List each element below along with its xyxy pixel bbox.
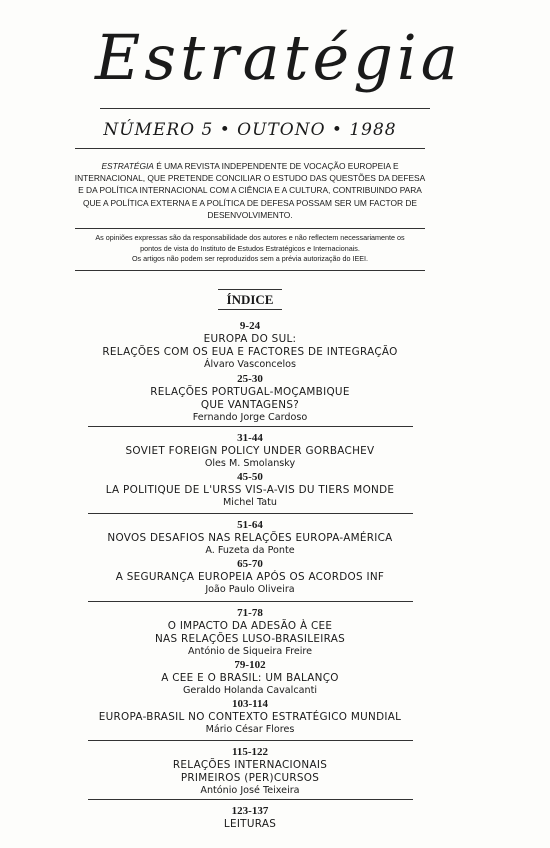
toc-title: LEITURAS (223, 818, 277, 830)
toc-author: Mário César Flores (205, 723, 295, 735)
issue-line: NÚMERO 5 • OUTONO • 1988 (103, 120, 397, 140)
group-divider (88, 799, 413, 800)
toc-pages: 79-102 (234, 659, 266, 671)
toc-title: QUE VANTAGENS? (200, 398, 300, 411)
index-rule-top (218, 289, 282, 290)
toc-entry (80, 698, 420, 736)
toc-entry (80, 805, 420, 831)
toc-author: António de Siqueira Freire (187, 645, 313, 657)
toc-entry (80, 373, 420, 424)
toc-entry (80, 607, 420, 658)
toc-entry (80, 519, 420, 557)
disclaimer-line: pontos de vista do Instituto de Estudos Estratégicos e Internacionais. (140, 243, 360, 253)
toc-title: O IMPACTO DA ADESÃO À CEE (167, 620, 333, 632)
group-divider (88, 513, 413, 514)
toc-title: NAS RELAÇÕES LUSO-BRASILEIRAS (154, 632, 346, 645)
group-divider (88, 601, 413, 602)
toc-pages: 65-70 (237, 558, 263, 570)
mission-rule (75, 228, 425, 229)
toc-title: EUROPA-BRASIL NO CONTEXTO ESTRATÉGICO MUNDIAL (98, 711, 402, 723)
toc-author: A. Fuzeta da Ponte (205, 544, 295, 556)
toc-author: Fernando Jorge Cardoso (192, 411, 308, 423)
masthead-rule (100, 108, 430, 109)
toc-title: A SEGURANÇA EUROPEIA APÓS OS ACORDOS INF (115, 571, 385, 583)
toc-title: RELAÇÕES COM OS EUA E FACTORES DE INTEGRAÇÃO (102, 345, 398, 358)
mission-journal-name: ESTRATÉGIA (101, 161, 154, 171)
masthead-logo: Estratégia (95, 21, 462, 94)
toc-pages: 103-114 (231, 698, 269, 710)
toc-pages: 31-44 (237, 432, 263, 444)
toc-entry (80, 558, 420, 596)
toc-author: António José Teixeira (200, 784, 300, 796)
toc-author: Álvaro Vasconcelos (203, 358, 297, 370)
disclaimer (74, 233, 426, 265)
toc-author: Geraldo Holanda Cavalcanti (182, 684, 318, 696)
group-divider (88, 740, 413, 741)
toc-title: NOVOS DESAFIOS NAS RELAÇÕES EUROPA-AMÉRICA (107, 532, 393, 544)
mission-text: É UMA REVISTA INDEPENDENTE DE VOCAÇÃO EUROPEIA E INTERNACIONAL, QUE PRETENDE CONCILIAR O ESTUDO DAS QUESTÕES DA DEFESA E DA POLÍTICA INTERNACIONAL COM A CIÊNCIA E A CULTURA, CONTRIBUINDO PARA QUE A POLÍTICA EXTERNA E A POLÍTICA DE DEFESA POSSAM SER UM FACTOR DE DESENVOLVIMENTO. (74, 161, 426, 220)
toc-title: RELAÇÕES PORTUGAL-MOÇAMBIQUE (150, 386, 350, 398)
index-title: ÍNDICE (226, 292, 274, 307)
issue-rule (75, 148, 425, 149)
disclaimer-line: As opiniões expressas são da responsabilidade dos autores e não reflectem necessariamente os (95, 233, 405, 242)
toc-pages: 115-122 (231, 746, 269, 758)
group-divider (88, 426, 413, 427)
toc-pages: 51-64 (237, 519, 263, 531)
toc-entry (80, 659, 420, 697)
toc-entry (80, 320, 420, 371)
toc-author: Michel Tatu (223, 496, 277, 508)
toc-title: SOVIET FOREIGN POLICY UNDER GORBACHEV (125, 445, 375, 457)
toc-pages: 123-137 (231, 805, 269, 817)
toc-entry (80, 432, 420, 470)
toc-entry (80, 746, 420, 797)
toc-title: PRIMEIROS (PER)CURSOS (180, 771, 320, 784)
toc-title: LA POLITIQUE DE L'URSS VIS-A-VIS DU TIERS MONDE (105, 484, 395, 496)
toc-title: RELAÇÕES INTERNACIONAIS (172, 759, 328, 771)
toc-title: EUROPA DO SUL: (203, 333, 297, 345)
toc-title: A CEE E O BRASIL: UM BALANÇO (161, 672, 339, 684)
toc-author: Oles M. Smolansky (204, 457, 296, 469)
toc-pages: 25-30 (237, 373, 263, 385)
toc-pages: 71-78 (237, 607, 263, 619)
disclaimer-line: Os artigos não podem ser reproduzidos sem a prévia autorização do IEEI. (131, 254, 369, 263)
toc-pages: 9-24 (239, 320, 261, 332)
toc-author: João Paulo Oliveira (205, 583, 295, 595)
disclaimer-rule (75, 270, 425, 271)
toc-pages: 45-50 (237, 471, 263, 483)
index-rule-bottom (218, 309, 282, 310)
mission-statement (74, 160, 426, 221)
toc-entry (80, 471, 420, 509)
